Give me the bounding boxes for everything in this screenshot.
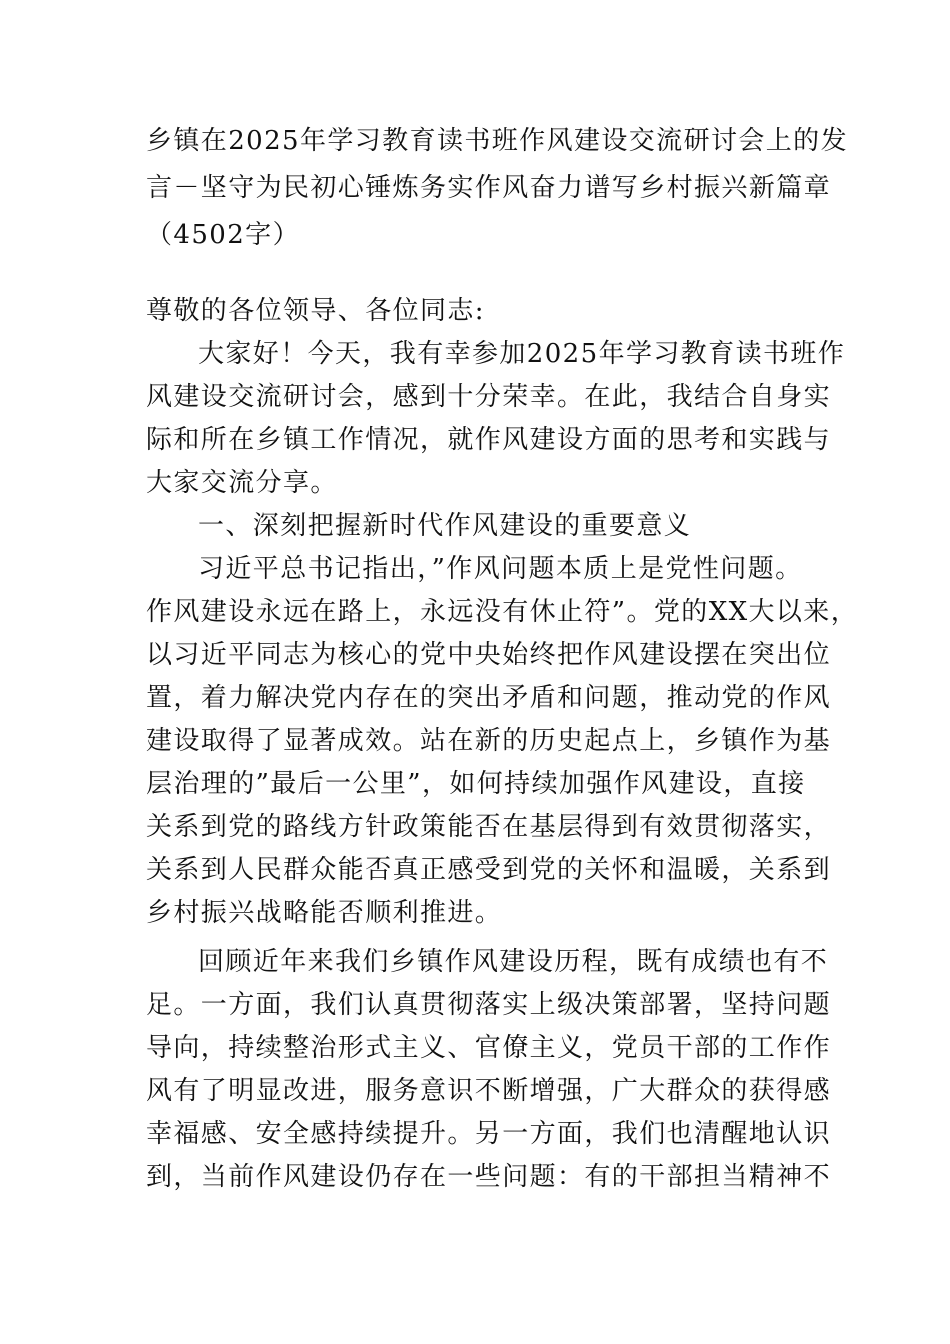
section-heading	[146, 505, 826, 548]
paragraph-line: 置，着力解决党内存在的突出矛盾和问题，推动党的作风	[146, 683, 832, 713]
paragraph-line: 到，当前作风建设仍存在一些问题：有的干部担当精神不	[146, 1162, 832, 1192]
paragraph-line: 大家交流分享。	[146, 468, 338, 498]
paragraph-line: 作风建设永远在路上，永远没有休止符”。党的XX大以来，	[146, 597, 859, 627]
paragraph-line: 关系到人民群众能否真正感受到党的关怀和温暖，关系到	[146, 855, 832, 885]
paragraph-line: 关系到党的路线方针政策能否在基层得到有效贯彻落实，	[146, 812, 832, 842]
paragraph-line: 以习近平同志为核心的党中央始终把作风建设摆在突出位	[146, 640, 832, 670]
paragraph-line: 建设取得了显著成效。站在新的历史起点上，乡镇作为基	[146, 726, 832, 756]
paragraph-line: 足。一方面，我们认真贯彻落实上级决策部署，坚持问题	[146, 990, 832, 1020]
paragraph-line: 幸福感、安全感持续提升。另一方面，我们也清醒地认识	[146, 1119, 832, 1149]
paragraph-line: 层治理的”最后一公里”，如何持续加强作风建设，直接	[146, 769, 806, 799]
paragraph-review	[146, 941, 832, 1199]
paragraph-line: 回顾近年来我们乡镇作风建设历程，既有成绩也有不	[198, 947, 829, 977]
title-line-2: 言－坚守为民初心锤炼务实作风奋力谱写乡村振兴新篇章	[146, 173, 832, 203]
paragraph-line: 大家好！今天，我有幸参加2025年学习教育读书班作	[198, 339, 846, 369]
title-line-1: 乡镇在2025年学习教育读书班作风建设交流研讨会上的发	[146, 126, 848, 156]
section-heading-text: 一、深刻把握新时代作风建设的重要意义	[198, 511, 692, 541]
paragraph-line: 乡村振兴战略能否顺利推进。	[146, 898, 503, 928]
document-title	[146, 118, 848, 259]
paragraph-line: 习近平总书记指出，”作风问题本质上是党性问题。	[198, 554, 803, 584]
paragraph-line: 风建设交流研讨会，感到十分荣幸。在此，我结合自身实	[146, 382, 832, 412]
paragraph-line: 导向，持续整治形式主义、官僚主义，党员干部的工作作	[146, 1033, 832, 1063]
salutation: 尊敬的各位领导、各位同志:	[146, 296, 485, 326]
paragraph-line: 际和所在乡镇工作情况，就作风建设方面的思考和实践与	[146, 425, 832, 455]
paragraph-significance	[146, 548, 859, 935]
document-body	[146, 290, 859, 1199]
paragraph-greeting	[146, 333, 846, 505]
paragraph-line: 风有了明显改进，服务意识不断增强，广大群众的获得感	[146, 1076, 832, 1106]
title-line-3: （4502字）	[146, 220, 300, 250]
